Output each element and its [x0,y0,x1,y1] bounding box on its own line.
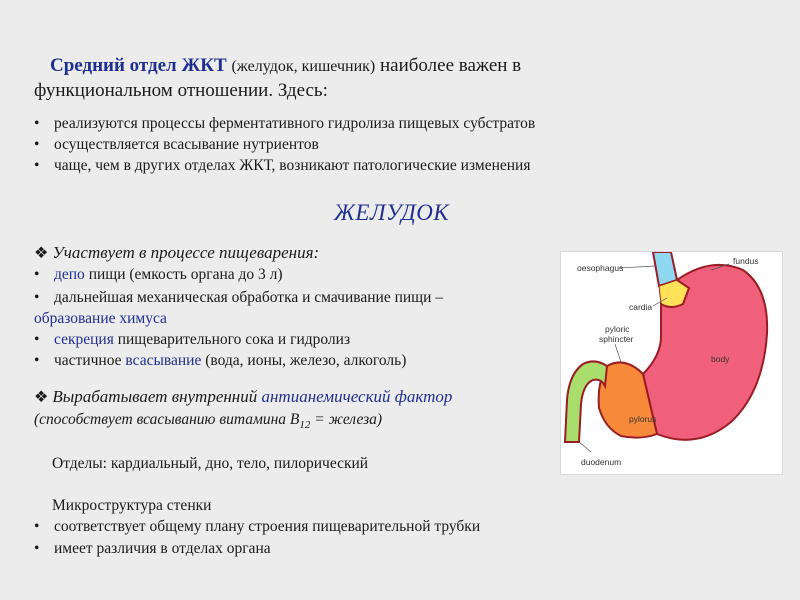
stomach-sections: Отделы: кардиальный, дно, тело, пилорический [52,455,369,472]
stomach-diagram [560,251,783,475]
digestion-bullet: • частичное всасывание (вода, ионы, железо, алкоголь) [34,352,407,369]
micro-bullet: • имеет различия в отделах органа [34,540,271,557]
intro-paren: (желудок, кишечник) [231,58,376,75]
intro-line-1 [50,55,521,77]
diamond-icon: ❖ [34,389,49,406]
leader-line [615,344,621,362]
body-label: body [711,354,730,364]
pyloric-label: pyloric [605,324,630,334]
bullet-icon: • [34,115,40,132]
factor-note: (способствует всасыванию витамина $В_{12}$ = железа) [34,411,383,432]
cardia-label: cardia [629,302,653,312]
highlight-term: депо [54,266,85,283]
pylorus-label: pylorus [629,414,657,424]
digestion-bullet: • депо пищи (емкость органа до 3 л) [34,266,283,283]
micro-bullet: • соответствует общему плану строения пищеварительной трубки [34,518,481,535]
leader-line [579,442,591,452]
oesophagus-label: oesophagus [577,263,624,273]
duodenum-label: duodenum [581,457,622,467]
bullet-icon: • [34,518,40,535]
intro-bullet: • чаще, чем в других отделах ЖКТ, возникают патологические изменения [34,157,531,174]
bullet-icon: • [34,540,40,557]
bullet-icon: • [34,136,40,153]
highlight-term: секреция [54,331,114,348]
bullet-icon: • [34,266,40,283]
intro-line-2: функциональном отношении. Здесь: [34,80,328,101]
bullet-icon: • [34,352,40,369]
leader-line [619,266,655,268]
factor-title: ❖ Вырабатывает внутренний антианемический фактор [34,387,453,406]
highlight-term: антианемический фактор [261,387,453,406]
sphincter-label: sphincter [599,334,634,344]
digestion-bullet: • дальнейшая механическая обработка и смачивание пищи – [34,289,444,306]
intro-bullet: • осуществляется всасывание нутриентов [34,136,319,153]
diamond-icon: ❖ [34,245,49,262]
stomach-illustration [561,252,782,474]
fundus-label: fundus [733,256,759,266]
digestion-bullet: • секреция пищеварительного сока и гидролиз [34,331,351,348]
section-heading: ЖЕЛУДОК [333,200,450,225]
digestion-bullet-continued: образование химуса [34,310,167,327]
bullet-icon: • [34,331,40,348]
intro-lead: Средний отдел ЖКТ [50,55,227,76]
bullet-icon: • [34,157,40,174]
micro-title: Микроструктура стенки [52,497,212,514]
intro-bullet: • реализуются процессы ферментативного гидролиза пищевых субстратов [34,115,536,132]
intro-rest: наиболее важен в [380,55,522,76]
highlight-term: всасывание [125,352,202,369]
digestion-title: ❖ Участвует в процессе пищеварения: [34,243,320,262]
bullet-icon: • [34,289,40,306]
